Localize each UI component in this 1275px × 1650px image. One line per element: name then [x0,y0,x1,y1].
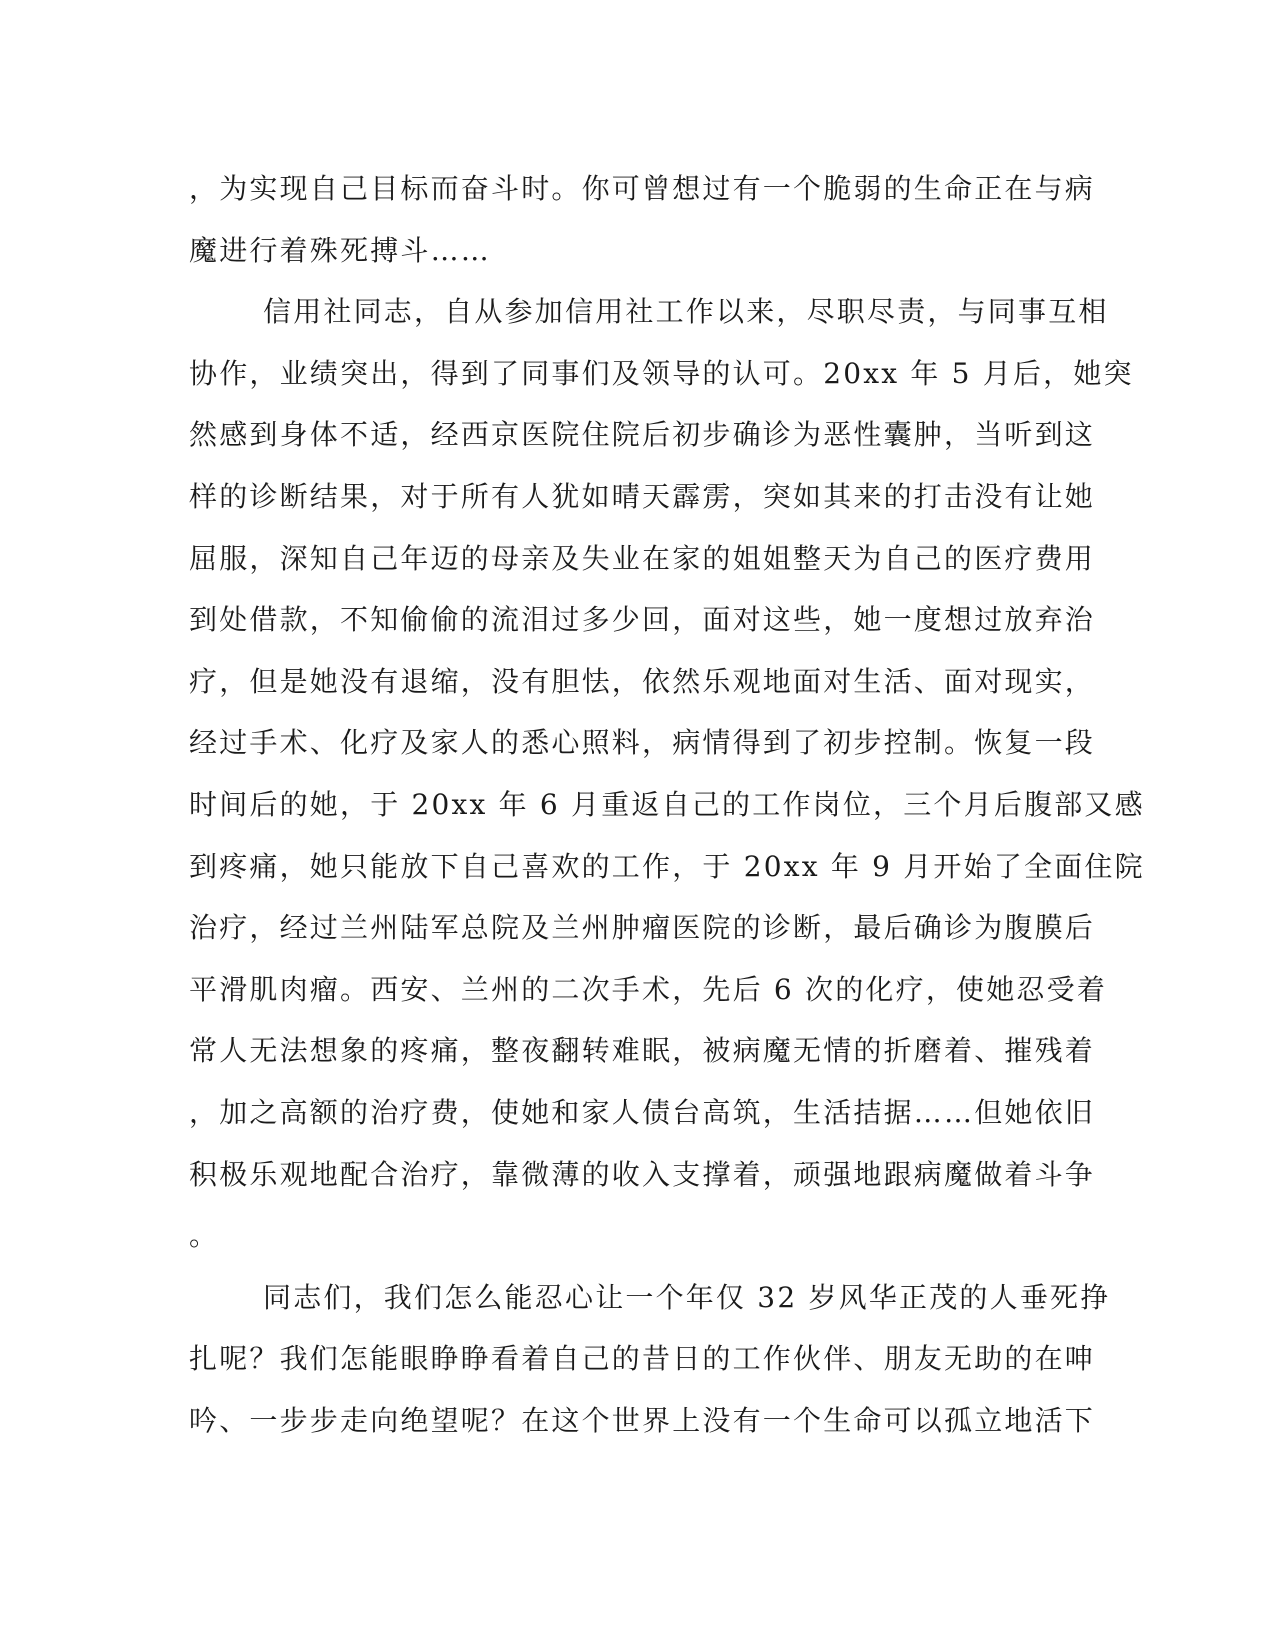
text-line: 屈服，深知自己年迈的母亲及失业在家的姐姐整天为自己的医疗费用 [189,541,1096,575]
text-line: ，为实现自己目标而奋斗时。你可曾想过有一个脆弱的生命正在与病 [189,172,1096,205]
text-line: 魔进行着殊死搏斗…… [189,233,492,267]
text-line: 。 [189,1219,220,1253]
text-line: 疗，但是她没有退缩，没有胆怯，依然乐观地面对生活、面对现实， [189,664,1096,698]
text-line: 经过手术、化疗及家人的悉心照料，病情得到了初步控制。恢复一段 [189,726,1096,760]
text-line: 扎呢？我们怎能眼睁睁看着自己的昔日的工作伙伴、朋友无助的在呻 [189,1342,1096,1376]
text-line: 常人无法想象的疼痛，整夜翻转难眠，被病魔无情的折磨着、摧残着 [189,1034,1096,1068]
text-line: 时间后的她，于 20xx 年 6 月重返自己的工作岗位，三个月后腹部又感 [189,787,1145,821]
text-line: 然感到身体不适，经西京医院住院后初步确诊为恶性囊肿，当听到这 [189,418,1096,452]
body-text [189,158,1145,1451]
text-line: 信用社同志，自从参加信用社工作以来，尽职尽责，与同事互相 [263,295,1109,329]
text-line: 吟、一步步走向绝望呢？在这个世界上没有一个生命可以孤立地活下 [189,1403,1096,1437]
text-line: 治疗，经过兰州陆军总院及兰州肿瘤医院的诊断，最后确诊为腹膜后 [189,911,1096,945]
text-line: 样的诊断结果，对于所有人犹如晴天霹雳，突如其来的打击没有让她 [189,479,1096,513]
text-line: 同志们，我们怎么能忍心让一个年仅 32 岁风华正茂的人垂死挣 [263,1280,1111,1314]
text-line: 平滑肌肉瘤。西安、兰州的二次手术，先后 6 次的化疗，使她忍受着 [189,972,1108,1006]
text-line: ，加之高额的治疗费，使她和家人债台高筑，生活拮据……但她依旧 [189,1095,1096,1129]
text-line: 到疼痛，她只能放下自己喜欢的工作，于 20xx 年 9 月开始了全面住院 [189,849,1145,883]
text-line: 协作，业绩突出，得到了同事们及领导的认可。20xx 年 5 月后，她突 [189,356,1134,390]
text-line: 到处借款，不知偷偷的流泪过多少回，面对这些，她一度想过放弃治 [189,603,1096,637]
text-line: 积极乐观地配合治疗，靠微薄的收入支撑着，顽强地跟病魔做着斗争 [189,1157,1096,1191]
